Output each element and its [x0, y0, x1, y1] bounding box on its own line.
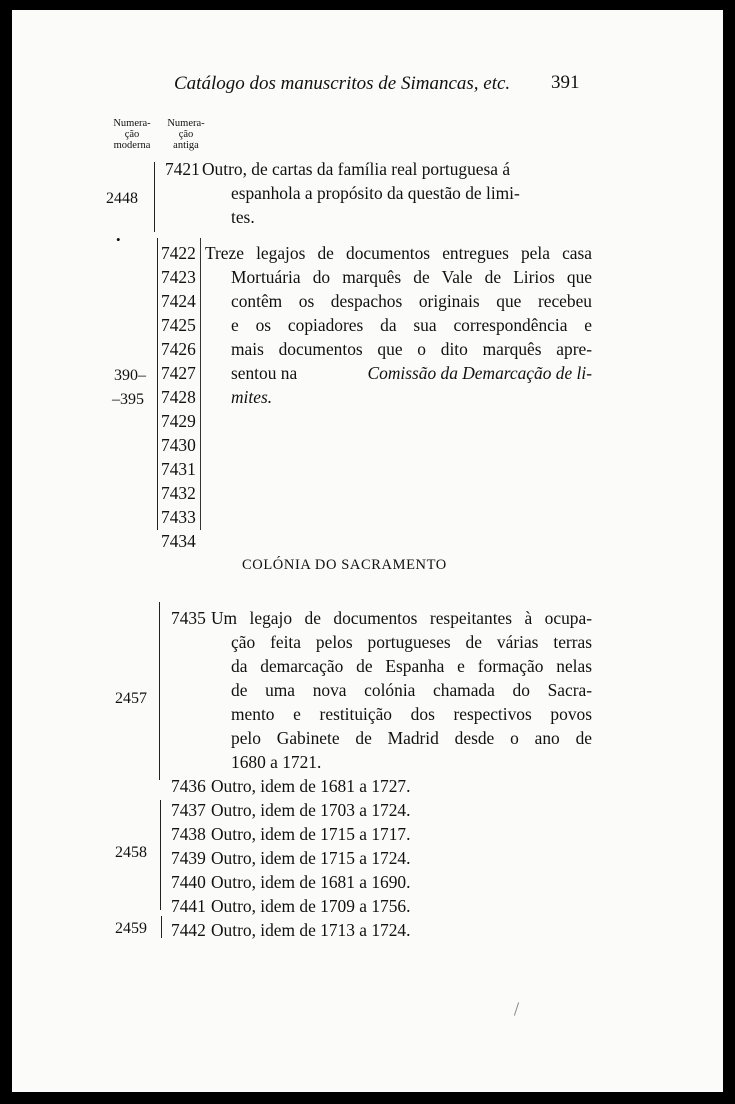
page [12, 10, 723, 1092]
entry-text-line: mais documentos que o dito marquês apre- [231, 339, 592, 359]
entry-text-line: 1680 a 1721. [231, 752, 322, 772]
brace [159, 602, 160, 780]
brace [200, 238, 201, 530]
running-title: Catálogo dos manuscritos de Simancas, etc. [174, 73, 511, 94]
old-number: 7441 [171, 896, 206, 916]
entry-text-line: Outro, idem de 1681 a 1727. [211, 776, 411, 796]
entry-text-line: e os copiadores da sua correspondência e [231, 315, 592, 335]
old-number: 7426 [161, 339, 196, 359]
old-number: 7433 [161, 507, 196, 527]
entry-text-line: contêm os despachos originais que recebeu [231, 291, 592, 311]
old-number: 7442 [171, 920, 206, 940]
old-number: 7427 [161, 363, 196, 383]
modern-number: 2459 [115, 920, 147, 937]
entry-text-line: da demarcação de Espanha e formação nelas [231, 656, 592, 676]
old-number: 7434 [161, 531, 196, 551]
brace [161, 916, 162, 938]
modern-number: 390– [114, 367, 146, 384]
stray-mark [514, 1002, 519, 1016]
old-number: 7436 [171, 776, 206, 796]
old-number: 7440 [171, 872, 206, 892]
entry-text-line: Outro, idem de 1713 a 1724. [211, 920, 411, 940]
old-number: 7432 [161, 483, 196, 503]
entry-text-line: de uma nova colónia chamada do Sacra- [231, 680, 592, 700]
old-number: 7431 [161, 459, 196, 479]
old-number: 7437 [171, 800, 206, 820]
old-number: 7421 [165, 159, 200, 179]
entry-text-line: ção feita pelos portugueses de várias terras [231, 632, 592, 652]
old-number: 7429 [161, 411, 196, 431]
old-number: 7435 [171, 608, 206, 628]
entry-text-italic: Comissão da Demarcação de li- [367, 363, 592, 383]
entry-text-line: Outro, idem de 1715 a 1717. [211, 824, 411, 844]
old-number: 7424 [161, 291, 196, 311]
column-heading-old: Numera- ção antiga [167, 118, 205, 151]
page-number: 391 [551, 72, 580, 93]
old-number: 7430 [161, 435, 196, 455]
old-number: 7423 [161, 267, 196, 287]
entry-text-line: espanhola a propósito da questão de limi- [231, 183, 520, 203]
old-number: 7425 [161, 315, 196, 335]
entry-text-line: Outro, idem de 1681 a 1690. [211, 872, 411, 892]
entry-text-line: Treze legajos de documentos entregues pela casa [205, 243, 592, 263]
modern-number: 2458 [115, 844, 147, 861]
section-title: COLÓNIA DO SACRAMENTO [242, 557, 447, 573]
entry-text-line: tes. [231, 207, 255, 227]
entry-text-line: mento e restituição dos respectivos povos [231, 704, 592, 724]
entry-text-line: Outro, idem de 1715 a 1724. [211, 848, 411, 868]
entry-text-line: Outro, idem de 1709 a 1756. [211, 896, 411, 916]
brace [157, 238, 158, 530]
column-heading-modern: Numera- ção moderna [113, 118, 151, 151]
entry-text-line: Mortuária do marquês de Vale de Lirios que [231, 267, 592, 287]
old-number: 7428 [161, 387, 196, 407]
entry-text-line: pelo Gabinete de Madrid desde o ano de [231, 728, 592, 748]
old-number: 7439 [171, 848, 206, 868]
entry-text-line: Outro, de cartas da família real portuguesa á [202, 159, 511, 179]
modern-number: 2457 [115, 690, 147, 707]
entry-text-line: Um legajo de documentos respeitantes à ocupa- [211, 608, 592, 628]
brace [160, 800, 161, 910]
entry-text-italic: mites. [231, 387, 273, 407]
brace [154, 162, 155, 232]
old-number: 7422 [161, 243, 196, 263]
modern-number: –395 [112, 391, 144, 408]
old-number: 7438 [171, 824, 206, 844]
entry-text-line: sentou na [231, 363, 298, 383]
modern-number: 2448 [106, 190, 138, 207]
entry-text-line: Outro, idem de 1703 a 1724. [211, 800, 411, 820]
bullet-mark: • [116, 232, 121, 247]
